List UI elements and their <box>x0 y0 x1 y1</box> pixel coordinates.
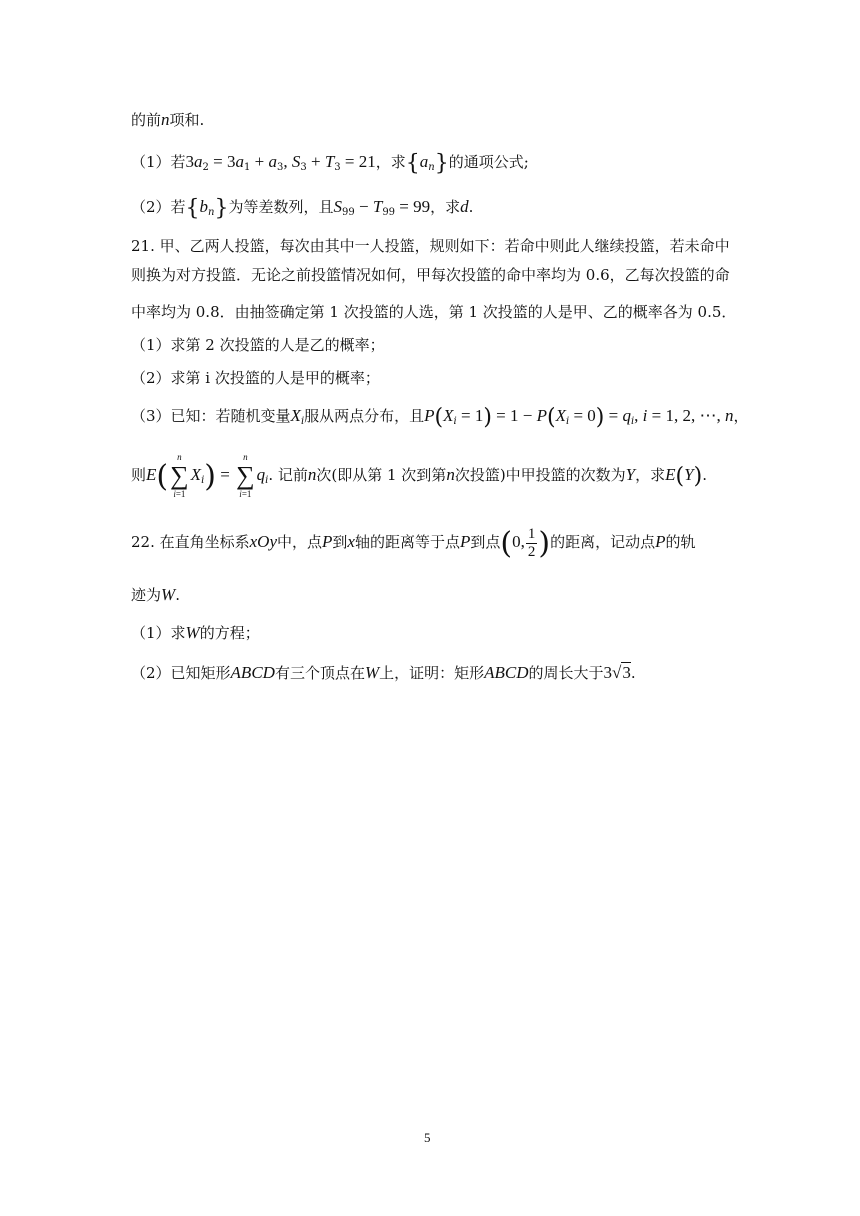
problem-21-line-2: 则换为对方投篮．无论之前投篮情况如何，甲每次投篮的命中率均为 0.6，乙每次投篮的命 <box>131 266 730 284</box>
problem-22-part-1: （1）求W的方程； <box>131 623 260 642</box>
problem-20-part-2: （2）若$\{b_n\}$为等差数列，且$S_{99} - T_{99} = 99$，求d. <box>131 196 474 221</box>
problem-21-line-3: 中率均为 0.8．由抽签确定第 1 次投篮的人选，第 1 次投篮的人是甲、乙的概率各为 0.5． <box>131 303 737 321</box>
problem-21-line-1: 21. 甲、乙两人投篮，每次由其中一人投篮，规则如下：若命中则此人继续投篮，若未命中 <box>131 237 730 255</box>
problem-21-part-3-expectation: 则E( n ∑ i=1 $X_i$) = n ∑ i=1 $q_i$. 记前n次(即从第 1 次到第n次投篮)中甲投篮的次数为Y，求E(Y). <box>131 452 707 499</box>
problem-20-tail: 的前n项和. <box>131 110 205 129</box>
problem-21-part-2: （2）求第 i 次投篮的人是甲的概率； <box>131 369 380 387</box>
problem-21-part-1: （1）求第 2 次投篮的人是乙的概率； <box>131 336 385 354</box>
problem-22-part-2: （2）已知矩形ABCD有三个顶点在W上，证明：矩形ABCD的周长大于3√3. <box>131 663 636 682</box>
problem-22-line-2: 迹为W. <box>131 585 180 604</box>
page-number: 5 <box>424 1130 431 1145</box>
problem-22-line-1: 22. 在直角坐标系xOy中，点P到x轴的距离等于点P到点(0, $\frac{1}{2}$ )的距离，记动点P的轨 <box>131 525 696 561</box>
problem-21-part-3: （3）已知：若随机变量$X_i$服从两点分布，且$P(X_i = 1) = 1 - P(X_i = 0) = q_i$, i = 1, 2, ⋯, n， <box>131 405 749 430</box>
problem-20-part-1: （1）若$3a_2 = 3a_1 + a_3$, $S_3 + T_3 = 21$，求$\{a_n\}$的通项公式; <box>131 151 529 176</box>
